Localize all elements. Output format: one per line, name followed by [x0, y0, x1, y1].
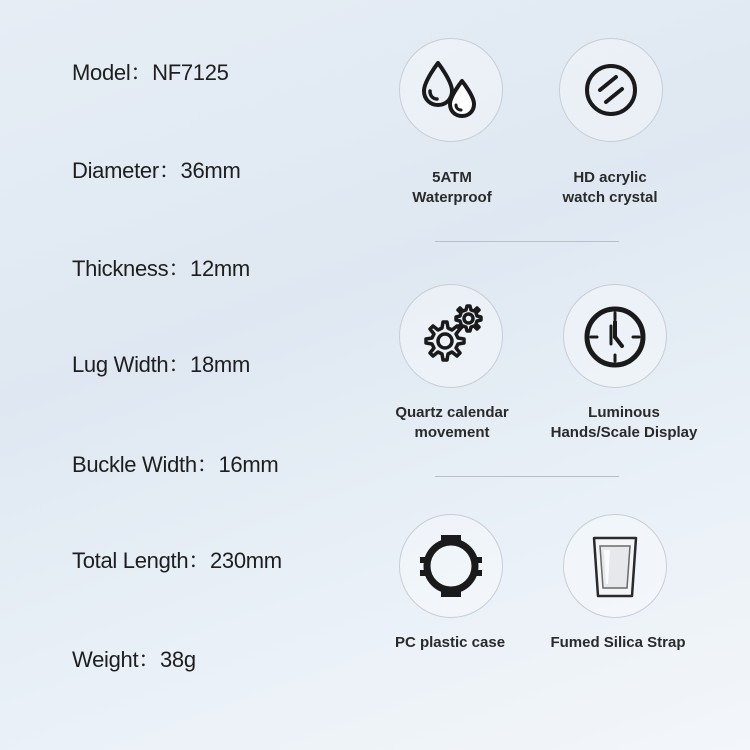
spec-lug-width: Lug Width：18mm	[72, 352, 250, 377]
spec-buckle-width: Buckle Width：16mm	[72, 452, 279, 477]
clock-icon	[575, 296, 655, 376]
divider	[435, 476, 619, 477]
feature-case-caption: PC plastic case	[394, 634, 506, 651]
strap-icon	[580, 526, 650, 606]
luminous-icon-circle	[563, 284, 667, 388]
water-drops-icon	[416, 55, 486, 125]
feature-waterproof-caption: 5ATM Waterproof	[412, 169, 492, 206]
crystal-icon-circle	[559, 38, 663, 142]
spec-weight: Weight：38g	[72, 647, 196, 672]
feature-strap-caption: Fumed Silica Strap	[550, 634, 686, 651]
spec-total-length: Total Length：230mm	[72, 548, 282, 573]
strap-icon-circle	[563, 514, 667, 618]
divider	[435, 241, 619, 242]
gears-icon	[411, 296, 491, 376]
feature-crystal-caption: HD acrylic watch crystal	[562, 169, 658, 206]
spec-model: Model：NF7125	[72, 60, 229, 85]
feature-luminous-caption: Luminous Hands/Scale Display	[550, 404, 698, 441]
spec-thickness: Thickness：12mm	[72, 256, 250, 281]
crystal-glass-icon	[576, 55, 646, 125]
movement-icon-circle	[399, 284, 503, 388]
case-icon-circle	[399, 514, 503, 618]
feature-movement-caption: Quartz calendar movement	[395, 404, 509, 441]
waterproof-icon-circle	[399, 38, 503, 142]
watch-case-icon	[411, 526, 491, 606]
spec-diameter: Diameter：36mm	[72, 158, 241, 183]
